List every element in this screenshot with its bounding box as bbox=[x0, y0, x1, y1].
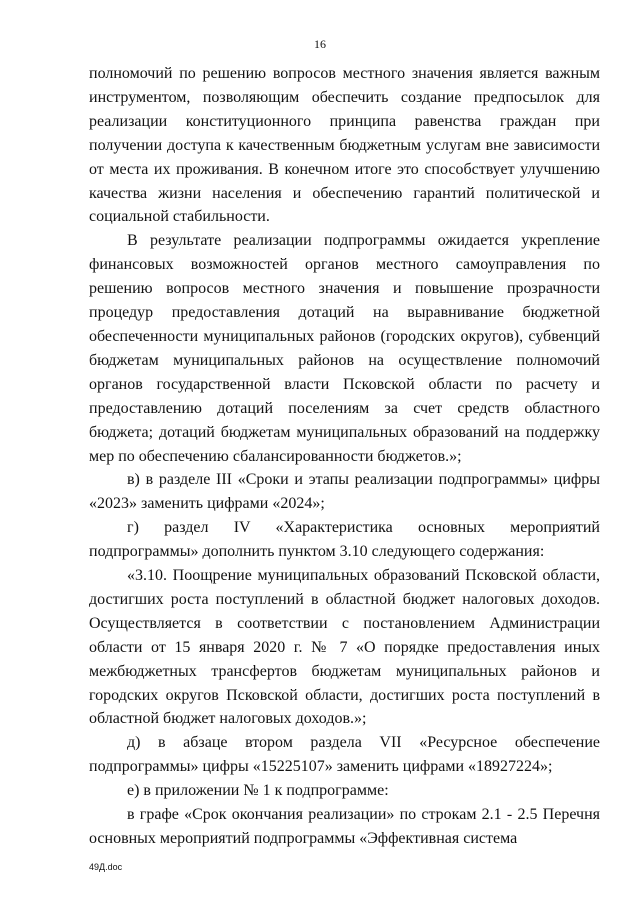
paragraph-amendment-d: д) в абзаце втором раздела VII «Ресурсное обеспечение подпрограммы» цифры «15225107» заменить цифрами «18927224»; bbox=[89, 734, 600, 776]
paragraph-continuation: полномочий по решению вопросов местного значения является важным инструментом, позволяющим обеспечить создание предпосылок для реализации конституционного принципа равенства граждан при получении доступа к качественным бюджетным услугам вне зависимости от места их проживания. В конечном итоге это способствует улучшению качества жизни населения и обеспечению гарантий политической и социальной стабильности. bbox=[89, 65, 600, 226]
paragraph-amendment-e: е) в приложении № 1 к подпрограмме: bbox=[127, 782, 389, 800]
page-number: 16 bbox=[314, 37, 326, 51]
footer-filename: 49Д.doc bbox=[89, 862, 123, 872]
paragraph-item-3-10: «3.10. Поощрение муниципальных образований Псковской области, достигших роста поступлений в областной бюджет налоговых доходов. Осуществляется в соответствии с постановлением Администрации области от 15 января 2020 г. № 7 «О порядке предоставления иных межбюджетных трансфертов бюджетам муниципальных районов и городских округов Псковской области, достигших роста поступлений в областной бюджет налоговых доходов.»; bbox=[89, 567, 600, 728]
paragraph-amendment-g: г) раздел IV «Характеристика основных мероприятий подпрограммы» дополнить пунктом 3.10 следующего содержания: bbox=[89, 519, 600, 561]
paragraph-amendment-v: в) в разделе III «Сроки и этапы реализации подпрограммы» цифры «2023» заменить цифрами «2024»; bbox=[89, 471, 600, 513]
paragraph-appendix-column: в графе «Срок окончания реализации» по строкам 2.1 - 2.5 Перечня основных мероприятий подпрограммы «Эффективная система bbox=[89, 806, 600, 847]
paragraph-results: В результате реализации подпрограммы ожидается укрепление финансовых возможностей органов местного самоуправления по решению вопросов местного значения и повышение прозрачности процедур предоставления дотаций на выравнивание бюджетной обеспеченности муниципальных районов (городских округов), субвенций бюджетам муниципальных районов на осуществление полномочий органов государственной власти Псковской области по расчету и предоставлению дотаций поселениям за счет средств областного бюджета; дотаций бюджетам муниципальных образований на поддержку мер по обеспечению сбалансированности бюджетов.»; bbox=[89, 232, 600, 465]
body-text bbox=[89, 62, 600, 851]
